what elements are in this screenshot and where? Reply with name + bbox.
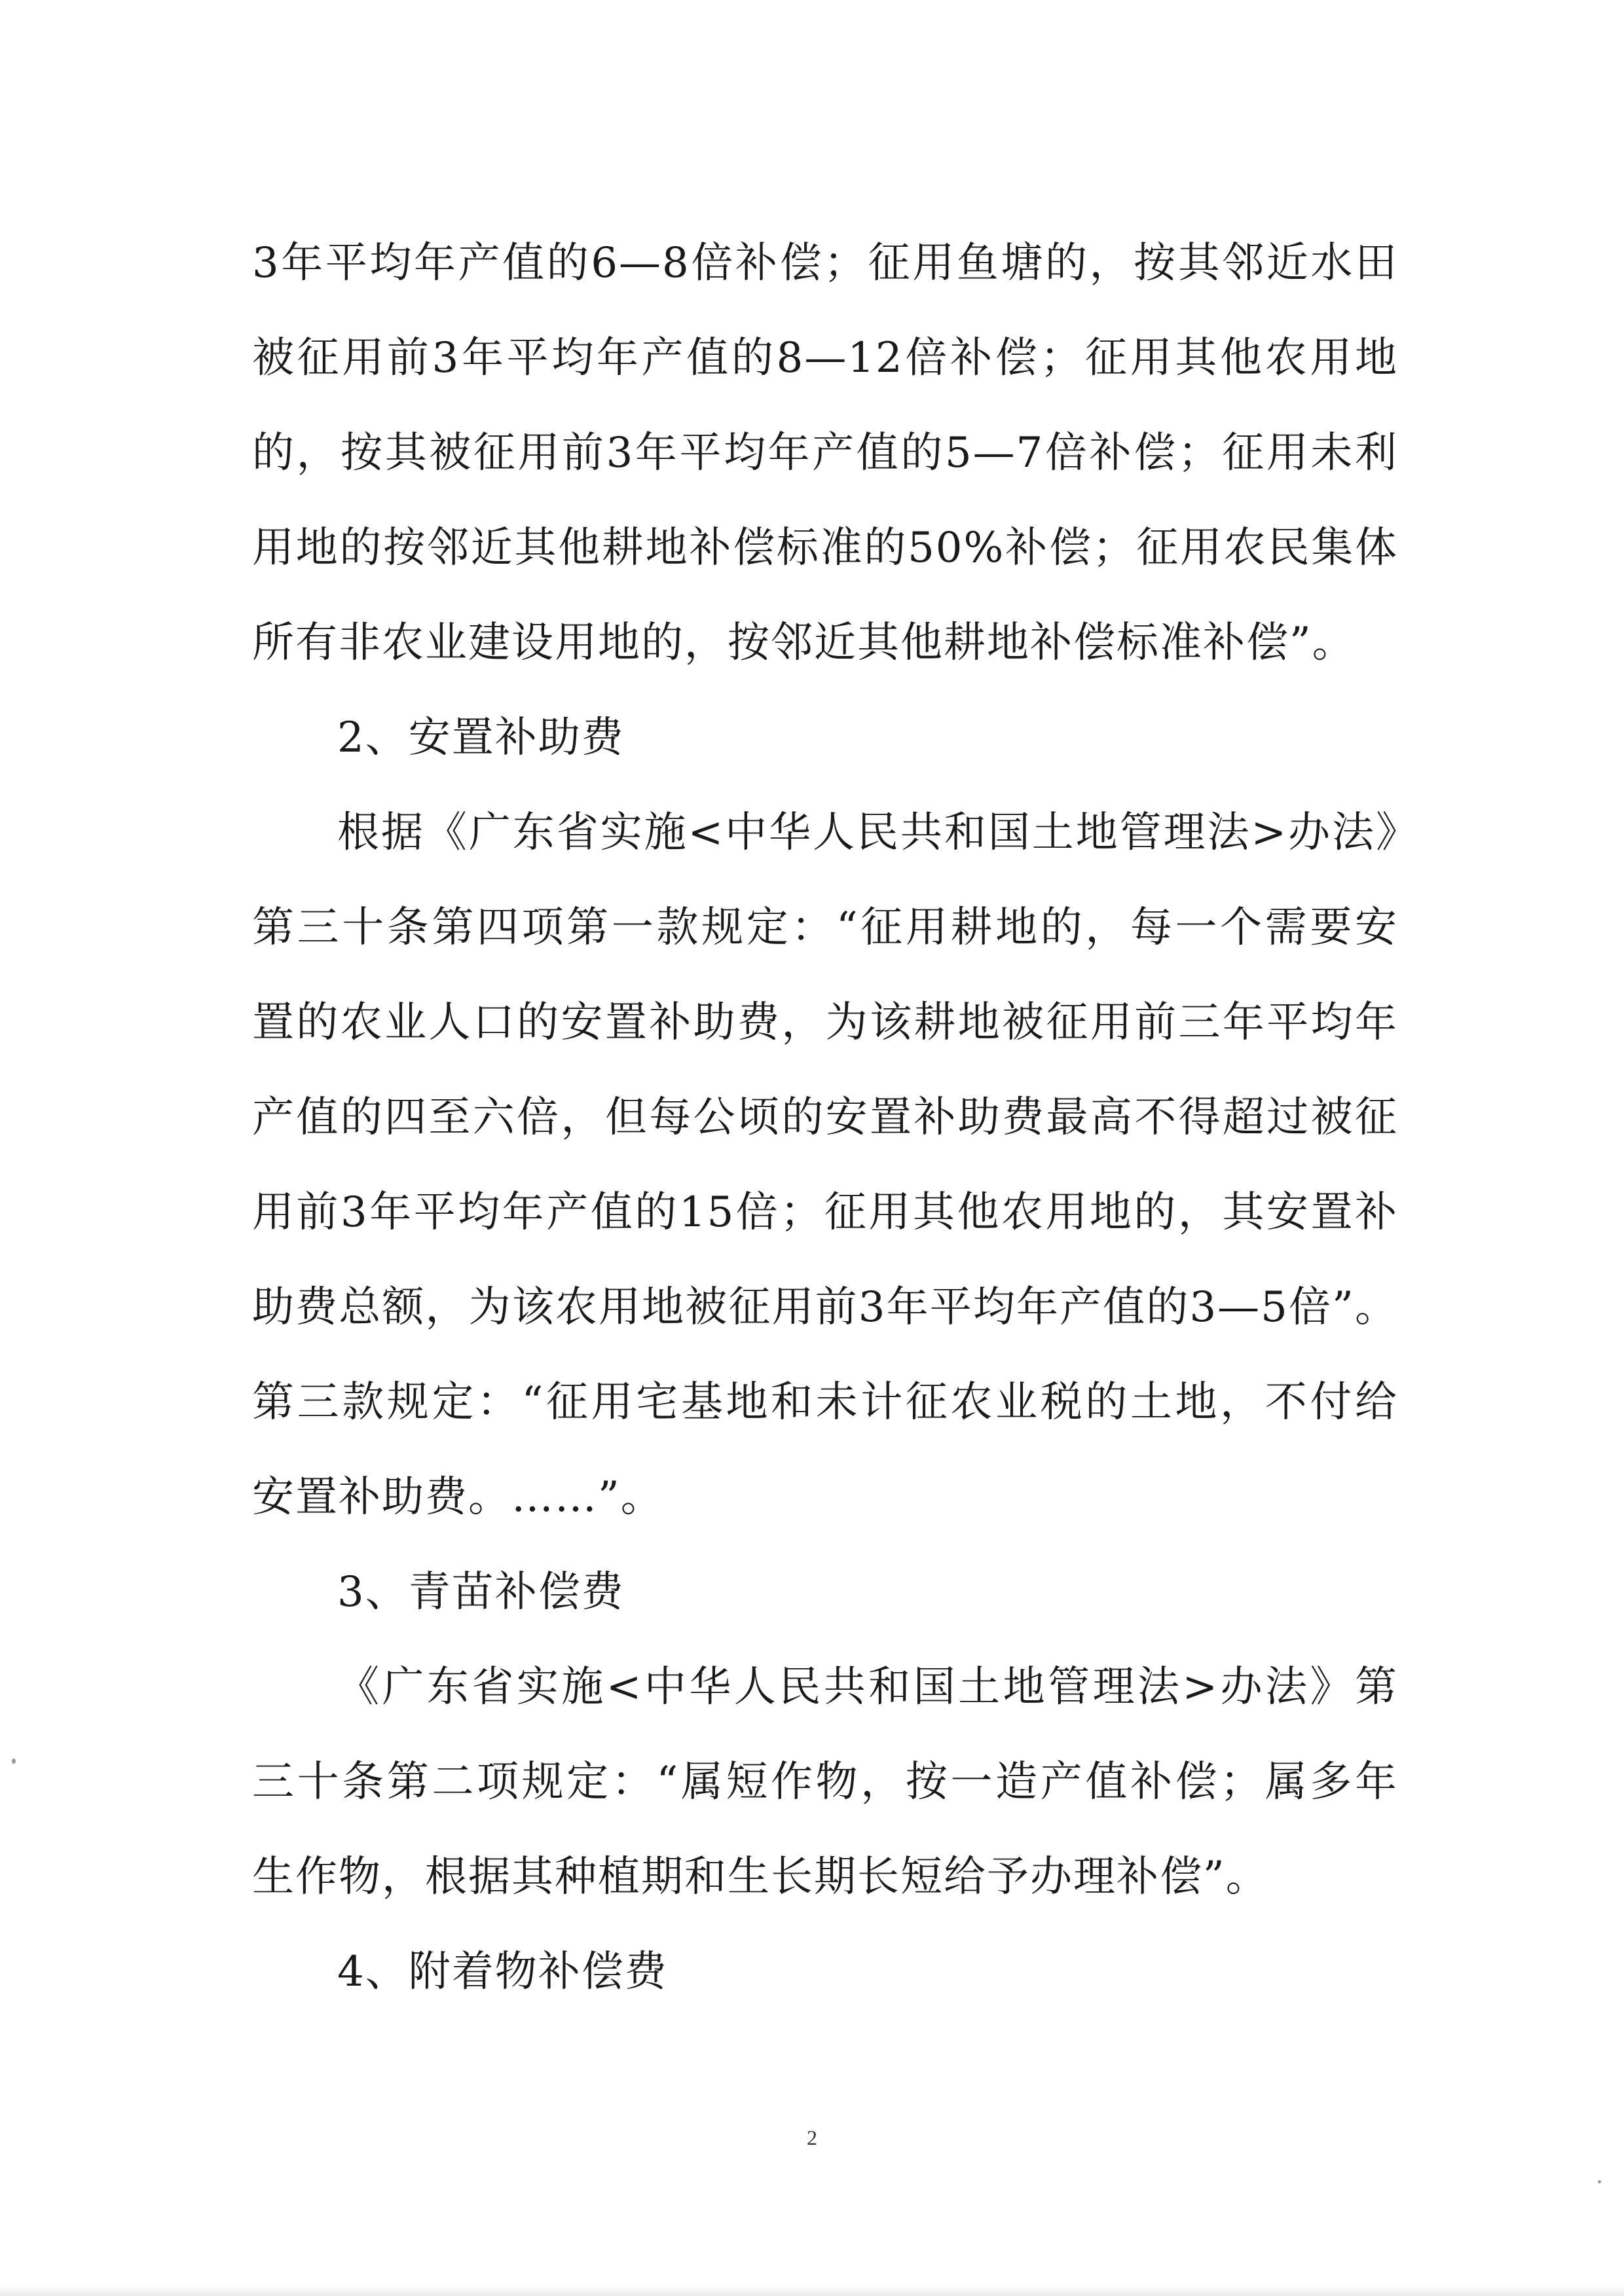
scan-speck bbox=[12, 1758, 16, 1764]
section-heading-crop-compensation: 3、青苗补偿费 bbox=[337, 1568, 625, 1616]
scan-speck bbox=[1598, 2180, 1601, 2183]
document-body bbox=[252, 216, 1398, 2020]
paragraph-land-compensation-continued: 3年平均年产值的6—8倍补偿；征用鱼塘的，按其邻近水田被征用前3年平均年产值的8—12倍补偿；征用其他农用地的，按其被征用前3年平均年产值的5—7倍补偿；征用未利用地的按邻近其他耕地补偿标准的50%补偿；征用农民集体所有非农业建设用地的，按邻近其他耕地补偿标准补偿”。 bbox=[252, 239, 1398, 667]
paragraph-resettlement-subsidy: 根据《广东省实施<中华人民共和国土地管理法>办法》第三十条第四项第一款规定：“征用耕地的，每一个需要安置的农业人口的安置补助费，为该耕地被征用前三年平均年产值的四至六倍，但每公顷的安置补助费最高不得超过被征用前3年平均年产值的15倍；征用其他农用地的，其安置补助费总额，为该农用地被征用前3年平均年产值的3—5倍”。第三款规定：“征用宅基地和未计征农业税的土地，不付给安置补助费。……”。 bbox=[252, 809, 1398, 1522]
scan-bottom-edge bbox=[0, 2286, 1624, 2296]
section-heading-attachment-compensation: 4、附着物补偿费 bbox=[337, 1948, 668, 1996]
paragraph-crop-compensation: 《广东省实施<中华人民共和国土地管理法>办法》第三十条第二项规定：“属短作物，按一造产值补偿；属多年生作物，根据其种植期和生长期长短给予办理补偿”。 bbox=[252, 1663, 1398, 1901]
page-number: 2 bbox=[807, 2126, 817, 2149]
section-heading-resettlement-subsidy: 2、安置补助费 bbox=[337, 714, 625, 762]
